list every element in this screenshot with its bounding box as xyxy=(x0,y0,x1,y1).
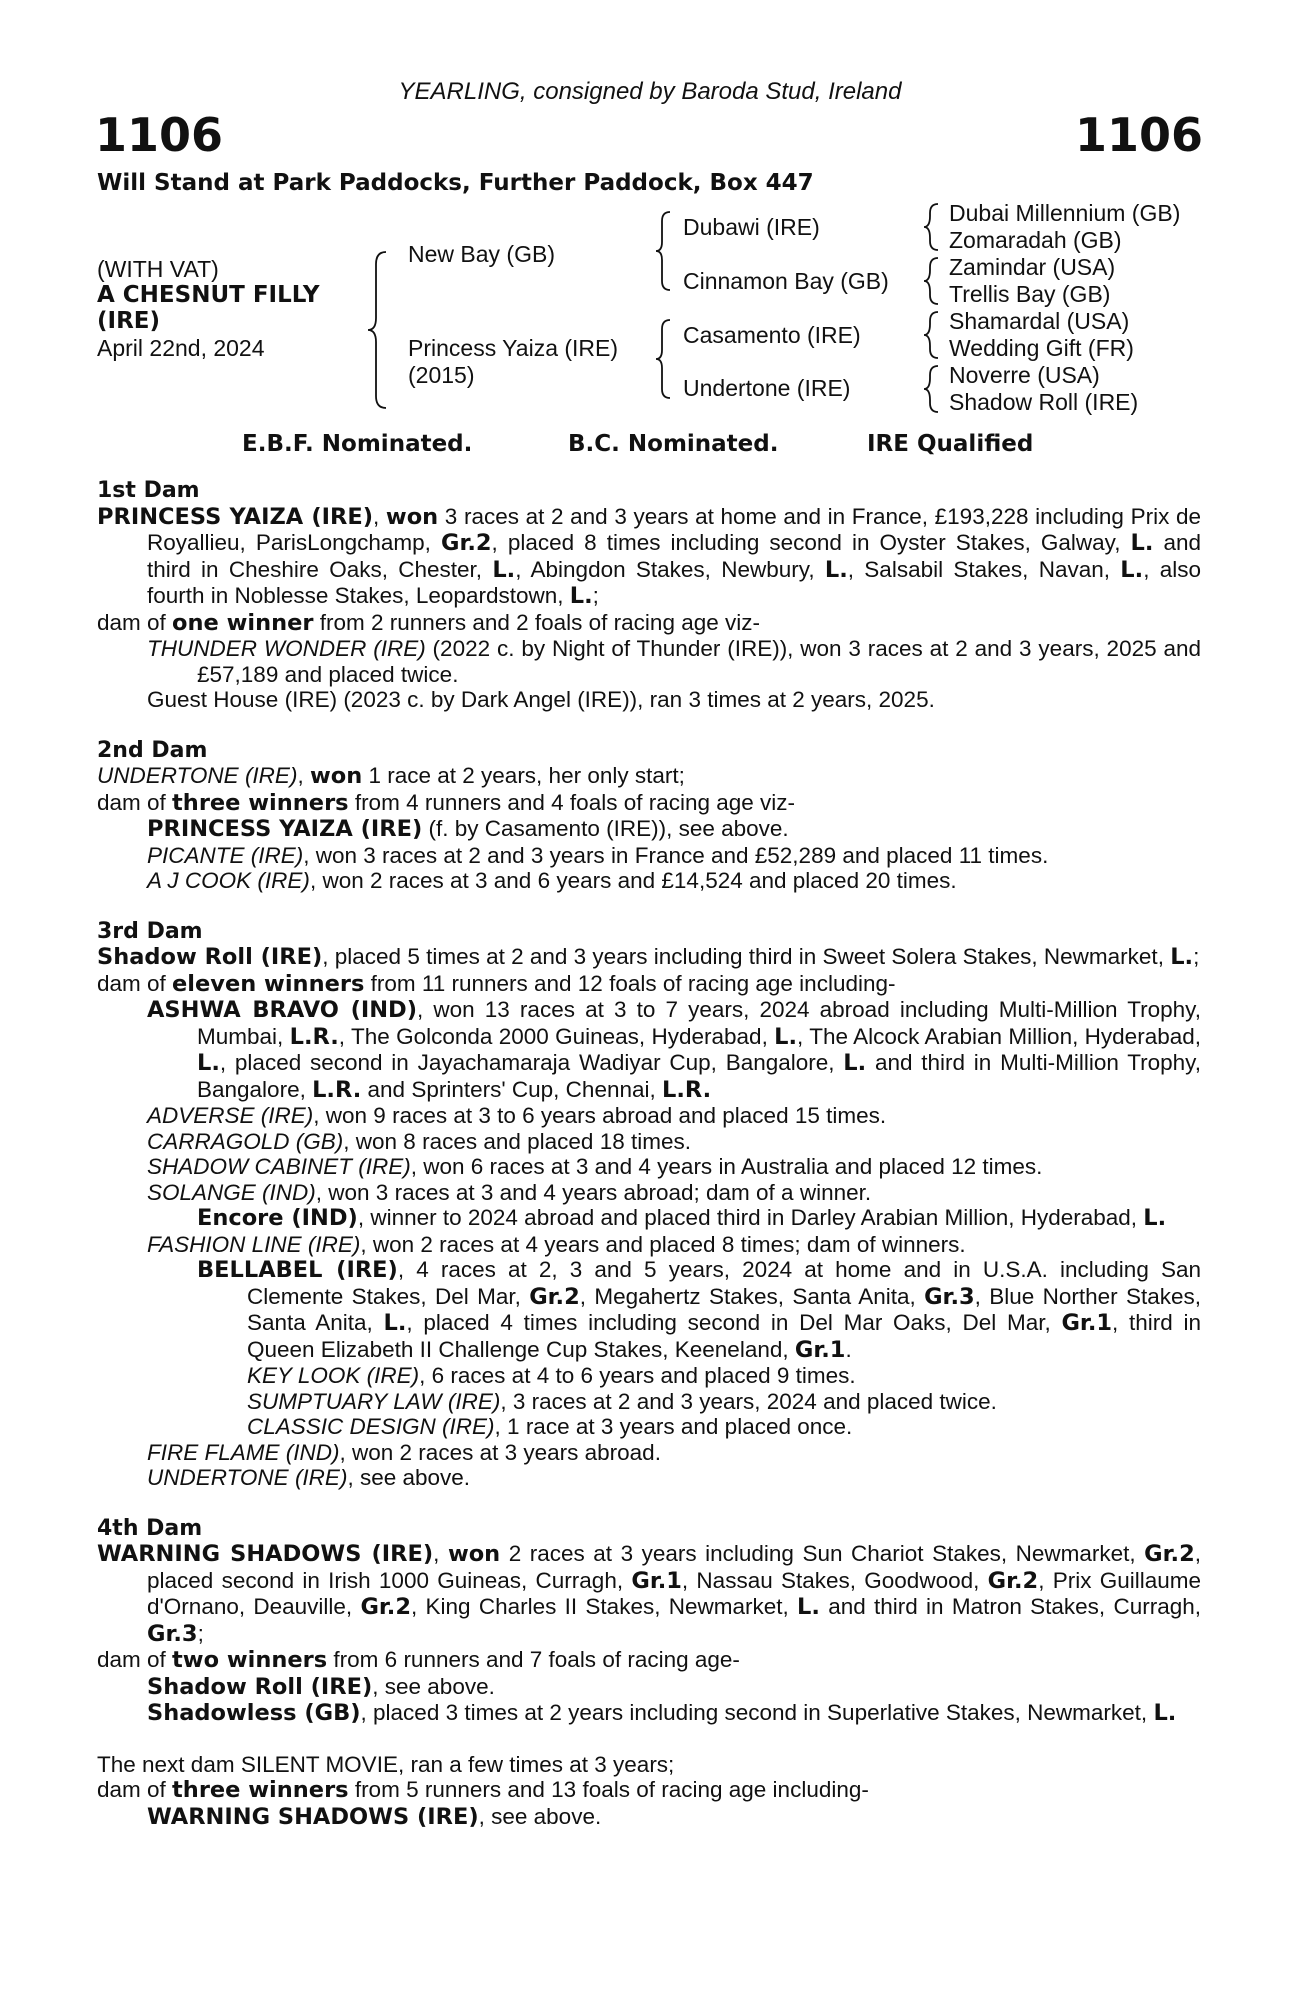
dam-year: (2015) xyxy=(408,362,475,388)
produce-item: FASHION LINE (IRE), won 2 races at 4 years and placed 8 times; dam of winners. xyxy=(147,1231,966,1257)
second-dam-section xyxy=(97,738,1201,894)
ancestor-5: Shamardal (USA) xyxy=(949,308,1130,334)
produce-item: A J COOK (IRE), won 2 races at 3 and 6 years and £14,524 and placed 20 times. xyxy=(147,868,957,893)
dam-record: WARNING SHADOWS (IRE), won 2 races at 3 years including Sun Chariot Stakes, Newmarket, Gr.2, placed second in Irish 1000 Guineas, Curragh, Gr.1, Nassau Stakes, Goodwood, Gr.2, Prix Guillaume d'Ornano, Deauville, Gr.2, King Charles II Stakes, Newmarket, L. and third in Matron Stakes, Curragh, Gr.3; xyxy=(97,1541,1202,1647)
lot-number-left: 1106 xyxy=(95,108,224,162)
produce-item: SHADOW CABINET (IRE), won 6 races at 3 and 4 years in Australia and placed 12 times. xyxy=(147,1154,1043,1179)
brace-sire-dam xyxy=(924,258,938,304)
dam-produce-summary: dam of three winners from 5 runners and 13 foals of racing age including- xyxy=(97,1777,869,1803)
dam-name: WARNING SHADOWS (IRE) xyxy=(97,1541,434,1567)
ancestor-4: Trellis Bay (GB) xyxy=(949,281,1111,307)
ancestor-7: Noverre (USA) xyxy=(949,362,1100,388)
produce-item: Shadowless (GB), placed 3 times at 2 years including second in Superlative Stakes, Newmarket, L. xyxy=(147,1700,1177,1726)
dam-produce-summary: dam of three winners from 4 runners and 4 foals of racing age viz- xyxy=(97,789,796,816)
date-of-birth: April 22nd, 2024 xyxy=(97,335,265,361)
brace-dam xyxy=(656,320,670,398)
produce-item: Guest House (IRE) (2023 c. by Dark Angel (IRE)), ran 3 times at 2 years, 2025. xyxy=(147,687,935,712)
dam-record: Shadow Roll (IRE), placed 5 times at 2 and 3 years including third in Sweet Solera Stakes, Newmarket, L.; xyxy=(97,944,1200,970)
first-dam-section xyxy=(97,478,1201,713)
fourth-dam-section xyxy=(97,1516,1201,1727)
produce-item: CARRAGOLD (GB), won 8 races and placed 18 times. xyxy=(147,1128,691,1154)
section-heading: 2nd Dam xyxy=(97,737,208,763)
ebf-nomination: E.B.F. Nominated. xyxy=(242,431,473,457)
brace-sire xyxy=(656,212,670,290)
brace-sire-sire xyxy=(924,204,938,250)
dam-record: UNDERTONE (IRE), won 1 race at 2 years, her only start; xyxy=(97,763,685,789)
dam-record: PRINCESS YAIZA (IRE), won 3 races at 2 and 3 years at home and in France, £193,228 including Prix de Royallieu, ParisLongchamp, Gr.2, placed 8 times including second in Oyster Stakes, Galway, L. and third in Cheshire Oaks, Chester, L., Abingdon Stakes, Newbury, L., Salsabil Stakes, Navan, L., also fourth in Noblesse Stakes, Leopardstown, L.; xyxy=(97,503,1202,609)
next-dam-section xyxy=(97,1752,1201,1831)
dam-produce-summary: dam of one winner from 2 runners and 2 foals of racing age viz- xyxy=(97,609,760,636)
brace-dam-dam xyxy=(924,366,938,412)
produce-item: FIRE FLAME (IND), won 2 races at 3 years abroad. xyxy=(147,1439,661,1465)
stand-location: Will Stand at Park Paddocks, Further Paddock, Box 447 xyxy=(97,170,814,196)
sire: New Bay (GB) xyxy=(408,241,555,267)
produce-item: UNDERTONE (IRE), see above. xyxy=(147,1465,471,1490)
next-dam-line: The next dam SILENT MOVIE, ran a few times at 3 years; xyxy=(97,1751,675,1777)
sire-dam: Cinnamon Bay (GB) xyxy=(683,268,889,294)
section-heading: 1st Dam xyxy=(97,478,200,503)
ancestor-1: Dubai Millennium (GB) xyxy=(949,200,1181,226)
horse-name-suffix: (IRE) xyxy=(97,308,161,334)
vat-note: (WITH VAT) xyxy=(97,256,219,282)
produce-item: THUNDER WONDER (IRE) (2022 c. by Night of Thunder (IRE)), won 3 races at 2 and 3 years, 2025 and £57,189 and placed twice. xyxy=(147,636,1202,687)
dam-produce-summary: dam of eleven winners from 11 runners and 12 foals of racing age including- xyxy=(97,970,896,997)
produce-item: Shadow Roll (IRE), see above. xyxy=(147,1673,495,1700)
won-label: won xyxy=(385,503,439,530)
produce-sub-item: SUMPTUARY LAW (IRE), 3 races at 2 and 3 years, 2024 and placed twice. xyxy=(247,1388,997,1414)
consignment-line: YEARLING, consigned by Baroda Stud, Ireland xyxy=(398,78,902,105)
dam-produce-summary: dam of two winners from 6 runners and 7 foals of racing age- xyxy=(97,1647,740,1673)
produce-sub-item: CLASSIC DESIGN (IRE), 1 race at 3 years and placed once. xyxy=(247,1414,853,1439)
produce-sub-item: Encore (IND), winner to 2024 abroad and placed third in Darley Arabian Million, Hyderabad, L. xyxy=(197,1205,1167,1231)
ancestor-2: Zomaradah (GB) xyxy=(949,227,1122,253)
brace-generation-1 xyxy=(368,252,386,408)
dam: Princess Yaiza (IRE) xyxy=(408,335,619,361)
bc-nomination: B.C. Nominated. xyxy=(568,431,779,457)
dam-dam: Undertone (IRE) xyxy=(683,375,851,401)
dam-name: PRINCESS YAIZA (IRE) xyxy=(97,503,374,530)
produce-item: WARNING SHADOWS (IRE), see above. xyxy=(147,1803,602,1830)
third-dam-section xyxy=(97,919,1201,1491)
produce-item: PRINCESS YAIZA (IRE) (f. by Casamento (IRE)), see above. xyxy=(147,816,789,842)
horse-name: A CHESNUT FILLY xyxy=(97,282,320,308)
section-heading: 3rd Dam xyxy=(97,918,203,944)
catalogue-body xyxy=(97,478,1201,1830)
brace-dam-sire xyxy=(924,312,938,358)
dam-sire: Casamento (IRE) xyxy=(683,322,861,348)
produce-item: PICANTE (IRE), won 3 races at 2 and 3 years in France and £52,289 and placed 11 times. xyxy=(147,842,1049,868)
dam-name: Shadow Roll (IRE) xyxy=(97,944,323,970)
section-heading: 4th Dam xyxy=(97,1515,203,1541)
sire-sire: Dubawi (IRE) xyxy=(683,214,820,240)
produce-sub-item: BELLABEL (IRE), 4 races at 2, 3 and 5 years, 2024 at home and in U.S.A. including San Clemente Stakes, Del Mar, Gr.2, Megahertz Stakes, Santa Anita, Gr.3, Blue Norther Stakes, Santa Anita, L., placed 4 times including second in Del Mar Oaks, Del Mar, Gr.1, third in Queen Elizabeth II Challenge Cup Stakes, Keeneland, Gr.1. xyxy=(197,1257,1201,1363)
ancestor-8: Shadow Roll (IRE) xyxy=(949,389,1139,415)
produce-sub-item: KEY LOOK (IRE), 6 races at 4 to 6 years and placed 9 times. xyxy=(247,1363,856,1388)
produce-item: SOLANGE (IND), won 3 races at 3 and 4 years abroad; dam of a winner. xyxy=(147,1179,872,1205)
ancestor-6: Wedding Gift (FR) xyxy=(949,335,1134,361)
produce-item: ADVERSE (IRE), won 9 races at 3 to 6 years abroad and placed 15 times. xyxy=(147,1103,887,1128)
produce-item: ASHWA BRAVO (IND), won 13 races at 3 to 7 years, 2024 abroad including Multi-Million Trophy, Mumbai, L.R., The Golconda 2000 Guineas, Hyderabad, L., The Alcock Arabian Million, Hyderabad, L., placed second in Jayachamaraja Wadiyar Cup, Bangalore, L. and third in Multi-Million Trophy, Bangalore, L.R. and Sprinters' Cup, Chennai, L.R. xyxy=(147,997,1201,1103)
ire-qualified: IRE Qualified xyxy=(867,431,1034,457)
dam-name: UNDERTONE (IRE) xyxy=(97,763,298,788)
pedigree-braces xyxy=(0,0,1315,450)
lot-number-right: 1106 xyxy=(1074,108,1203,162)
ancestor-3: Zamindar (USA) xyxy=(949,254,1116,280)
